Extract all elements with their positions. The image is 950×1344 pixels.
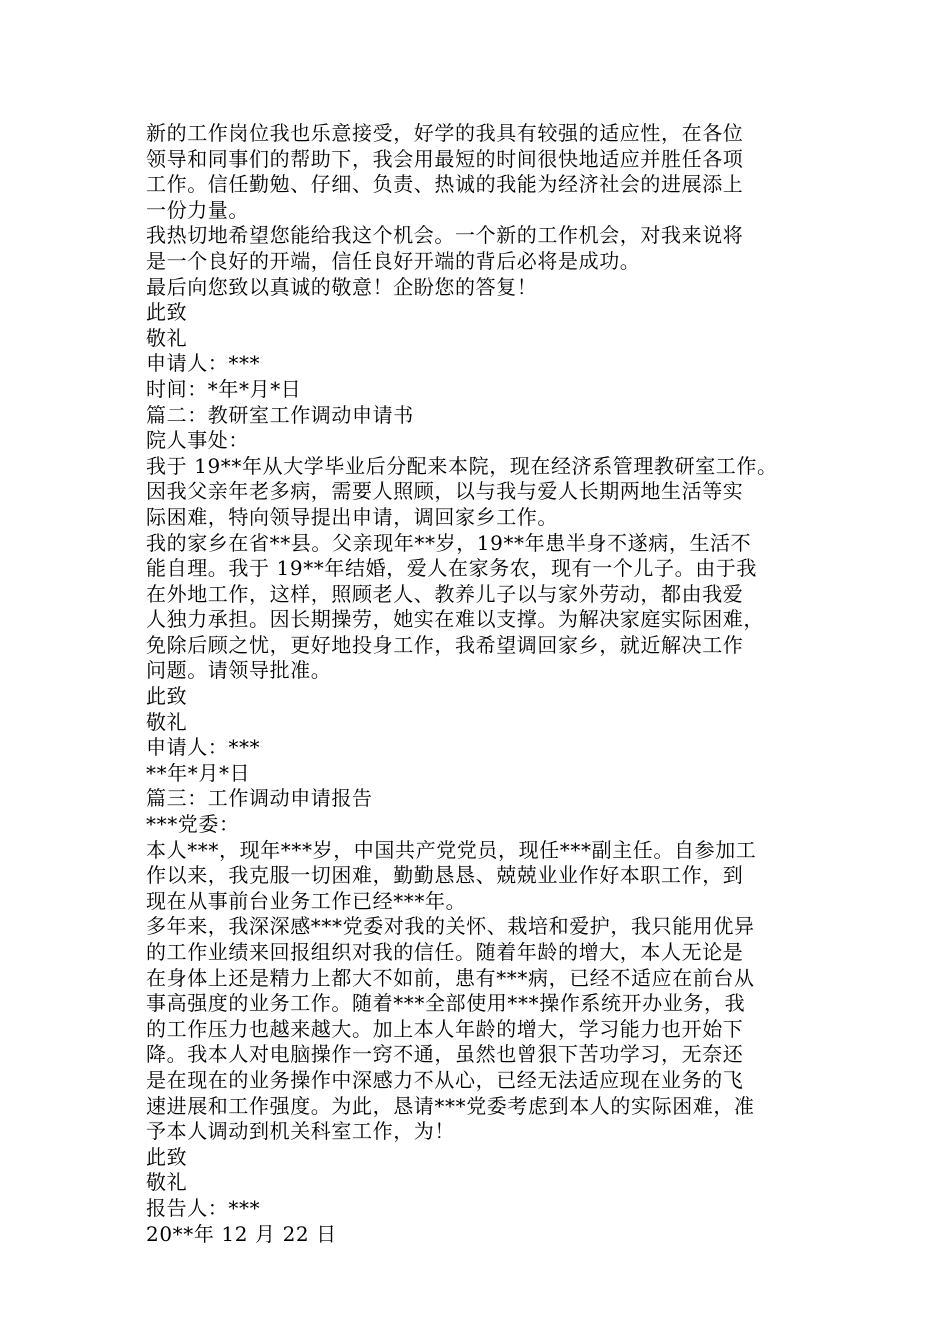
date-line: **年*月*日 [146,760,251,785]
text-line: 本人***，现年***岁，中国共产党党员，现任***副主任。自参加工 [146,837,757,862]
closing-salutation: 此致 [146,684,188,709]
addressee: ***党委： [146,812,240,837]
closing-salutation: 此致 [146,300,188,325]
text-line: 现在从事前台业务工作已经***年。 [146,888,467,913]
text-line: 在身体上还是精力上都大不如前，患有***病，已经不适应在前台从 [146,965,755,990]
text-line: 降。我本人对电脑操作一窍不通，虽然也曾狠下苦功学习，无奈还 [146,1042,744,1067]
closing-salutation: 此致 [146,1144,188,1169]
section-heading: 篇二：教研室工作调动申请书 [146,402,414,427]
text-line: 新的工作岗位我也乐意接受，好学的我具有较强的适应性，在各位 [146,121,744,145]
text-line: 作以来，我克服一切困难，勤勤恳恳、兢兢业业作好本职工作，到 [146,863,744,888]
applicant-signature: 申请人：*** [146,735,261,760]
text-line: 免除后顾之忧，更好地投身工作，我希望调回家乡，就近解决工作 [146,632,744,657]
text-line: 是一个良好的开端，信任良好开端的背后必将是成功。 [146,248,641,273]
reporter-signature: 报告人：*** [146,1195,261,1220]
text-line: 最后向您致以真诚的敬意！企盼您的答复！ [146,274,538,299]
text-line: 一份力量。 [146,197,249,222]
applicant-signature: 申请人：*** [146,351,261,376]
text-line: 际困难，特向领导提出申请，调回家乡工作。 [146,504,558,529]
text-line: 领导和同事们的帮助下，我会用最短的时间很快地适应并胜任各项 [146,146,744,171]
text-line: 因我父亲年老多病，需要人照顾，以与我与爱人长期两地生活等实 [146,479,744,504]
addressee: 院人事处： [146,428,249,453]
text-line: 工作。信任勤勉、仔细、负责、热诚的我能为经济社会的进展添上 [146,172,744,197]
text-line: 的工作业绩来回报组织对我的信任。随着年龄的增大，本人无论是 [146,940,744,964]
document-body [146,121,826,1247]
text-line: 我于 19**年从大学毕业后分配来本院，现在经济系管理教研室工作。 [146,453,778,478]
date-line: 时间：*年*月*日 [146,376,302,401]
text-line: 的工作压力也越来越大。加上本人年龄的增大，学习能力也开始下 [146,1016,744,1041]
closing-salutation: 敬礼 [146,709,188,734]
section-heading: 篇三：工作调动申请报告 [146,786,373,811]
text-line: 事高强度的业务工作。随着***全部使用***操作系统开办业务，我 [146,991,746,1016]
text-line: 速进展和工作强度。为此，恳请***党委考虑到本人的实际困难，准 [146,1093,755,1118]
closing-salutation: 敬礼 [146,325,188,350]
date-line: 20**年 12 月 22 日 [146,1221,337,1246]
text-line: 人独力承担。因长期操劳，她实在难以支撑。为解决家庭实际困难， [146,607,764,632]
text-line: 予本人调动到机关科室工作，为！ [146,1119,455,1144]
text-line: 问题。请领导批准。 [146,658,332,683]
closing-salutation: 敬礼 [146,1170,188,1195]
text-line: 多年来，我深深感***党委对我的关怀、栽培和爱护，我只能用优异 [146,914,755,939]
text-line: 我热切地希望您能给我这个机会。一个新的工作机会，对我来说将 [146,223,744,248]
text-line: 是在现在的业务操作中深感力不从心，已经无法适应现在业务的飞 [146,1067,744,1092]
text-line: 我的家乡在省**县。父亲现年**岁，19**年患半身不遂病，生活不 [146,530,752,555]
text-line: 能自理。我于 19**年结婚，爱人在家务农，现有一个儿子。由于我 [146,556,758,581]
text-line: 在外地工作，这样，照顾老人、教养儿子以与家外劳动，都由我爱 [146,581,744,606]
